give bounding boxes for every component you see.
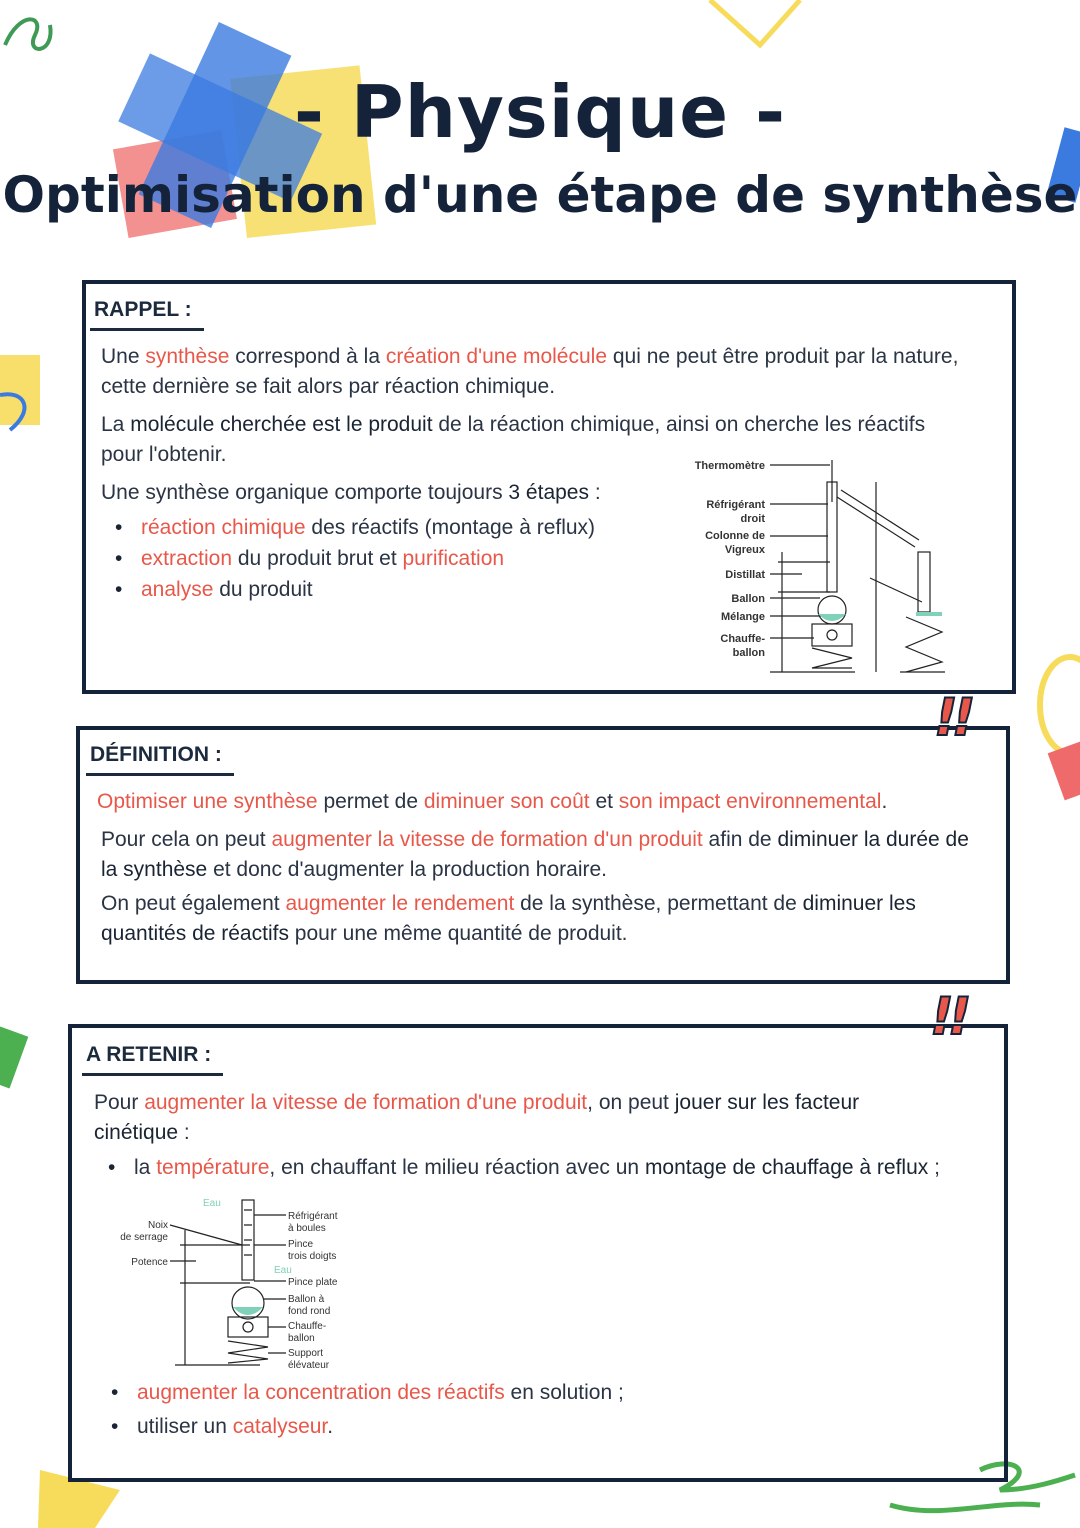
diagram-label: Réfrigérant: [706, 499, 765, 511]
diagram-label: ballon: [732, 647, 765, 659]
list-item: • analyse du produit: [103, 574, 663, 605]
diagram-label: à boules: [288, 1223, 326, 1234]
diagram-label: Eau: [274, 1265, 292, 1276]
diagram-label: de serrage: [120, 1232, 168, 1243]
diagram-label: Ballon à: [288, 1294, 325, 1305]
list-item: • augmenter la concentration des réactifs en solution ;: [99, 1376, 989, 1410]
rappel-heading: RAPPEL :: [94, 298, 192, 321]
definition-paragraph-2: Pour cela on peut augmenter la vitesse de formation d'un produit afin de diminuer la durée de la synthèse et donc d'augmenter la production horaire.: [101, 828, 969, 881]
diagram-label: Support: [288, 1348, 324, 1359]
diagram-label: Potence: [131, 1257, 168, 1268]
diagram-label: Eau: [203, 1198, 221, 1209]
retenir-temperature-item: [96, 1152, 986, 1183]
diagram-label: Thermomètre: [694, 460, 765, 472]
reflux-diagram: [110, 1195, 370, 1375]
diagram-label: élévateur: [288, 1360, 330, 1371]
diagram-label: fond rond: [288, 1306, 331, 1317]
diagram-label: Colonne de: [705, 530, 765, 542]
warning-icon: !!: [930, 987, 966, 1047]
diagram-label: trois doigts: [288, 1251, 337, 1262]
diagram-label: Ballon: [731, 593, 765, 605]
rappel-paragraph-3: Une synthèse organique comporte toujours 3 étapes :: [101, 481, 601, 504]
diagram-label: Réfrigérant: [288, 1211, 338, 1222]
diagram-label: Noix: [147, 1220, 168, 1231]
page-subtitle: Optimisation d'une étape de synthèse: [2, 166, 1078, 224]
list-item: • la température, en chauffant le milieu réaction avec un montage de chauffage à reflux ;: [96, 1152, 986, 1183]
list-item: • réaction chimique des réactifs (montage à reflux): [103, 512, 663, 543]
retenir-heading: A RETENIR :: [86, 1043, 212, 1066]
diagram-label: Chauffe-: [720, 633, 765, 645]
diagram-label: ballon: [288, 1333, 315, 1344]
warning-icon: !!: [934, 688, 970, 748]
rappel-paragraph-1: Une synthèse correspond à la création d'une molécule qui ne peut être produit par la nature, cette dernière se fait alors par réaction chimique.: [101, 345, 959, 398]
list-item: • utiliser un catalyseur.: [99, 1410, 989, 1444]
definition-paragraph-3: On peut également augmenter le rendement de la synthèse, permettant de diminuer les quantités de réactifs pour une même quantité de produit.: [101, 892, 916, 945]
rappel-paragraph-2: La molécule cherchée est le produit de la réaction chimique, ainsi on cherche les réactifs pour l'obtenir.: [101, 413, 926, 466]
page-title: - Physique -: [293, 70, 787, 154]
diagram-label: Vigreux: [724, 544, 765, 556]
list-item: • extraction du produit brut et purification: [103, 543, 663, 574]
retenir-paragraph-1: Pour augmenter la vitesse de formation d'une produit, on peut jouer sur les facteur cinétique :: [94, 1091, 860, 1144]
retenir-factors-list: [99, 1376, 989, 1444]
diagram-label: droit: [740, 513, 765, 525]
diagram-label: Distillat: [725, 569, 765, 581]
definition-heading: DÉFINITION :: [90, 743, 222, 766]
distillation-diagram: [690, 452, 960, 682]
definition-paragraph-1: Optimiser une synthèse permet de diminuer son coût et son impact environnemental.: [97, 790, 888, 813]
diagram-label: Pince plate: [288, 1277, 338, 1288]
diagram-label: Chauffe-: [288, 1321, 327, 1332]
diagram-label: Pince: [288, 1239, 314, 1250]
diagram-label: Mélange: [720, 611, 765, 623]
rappel-steps-list: [103, 512, 663, 605]
